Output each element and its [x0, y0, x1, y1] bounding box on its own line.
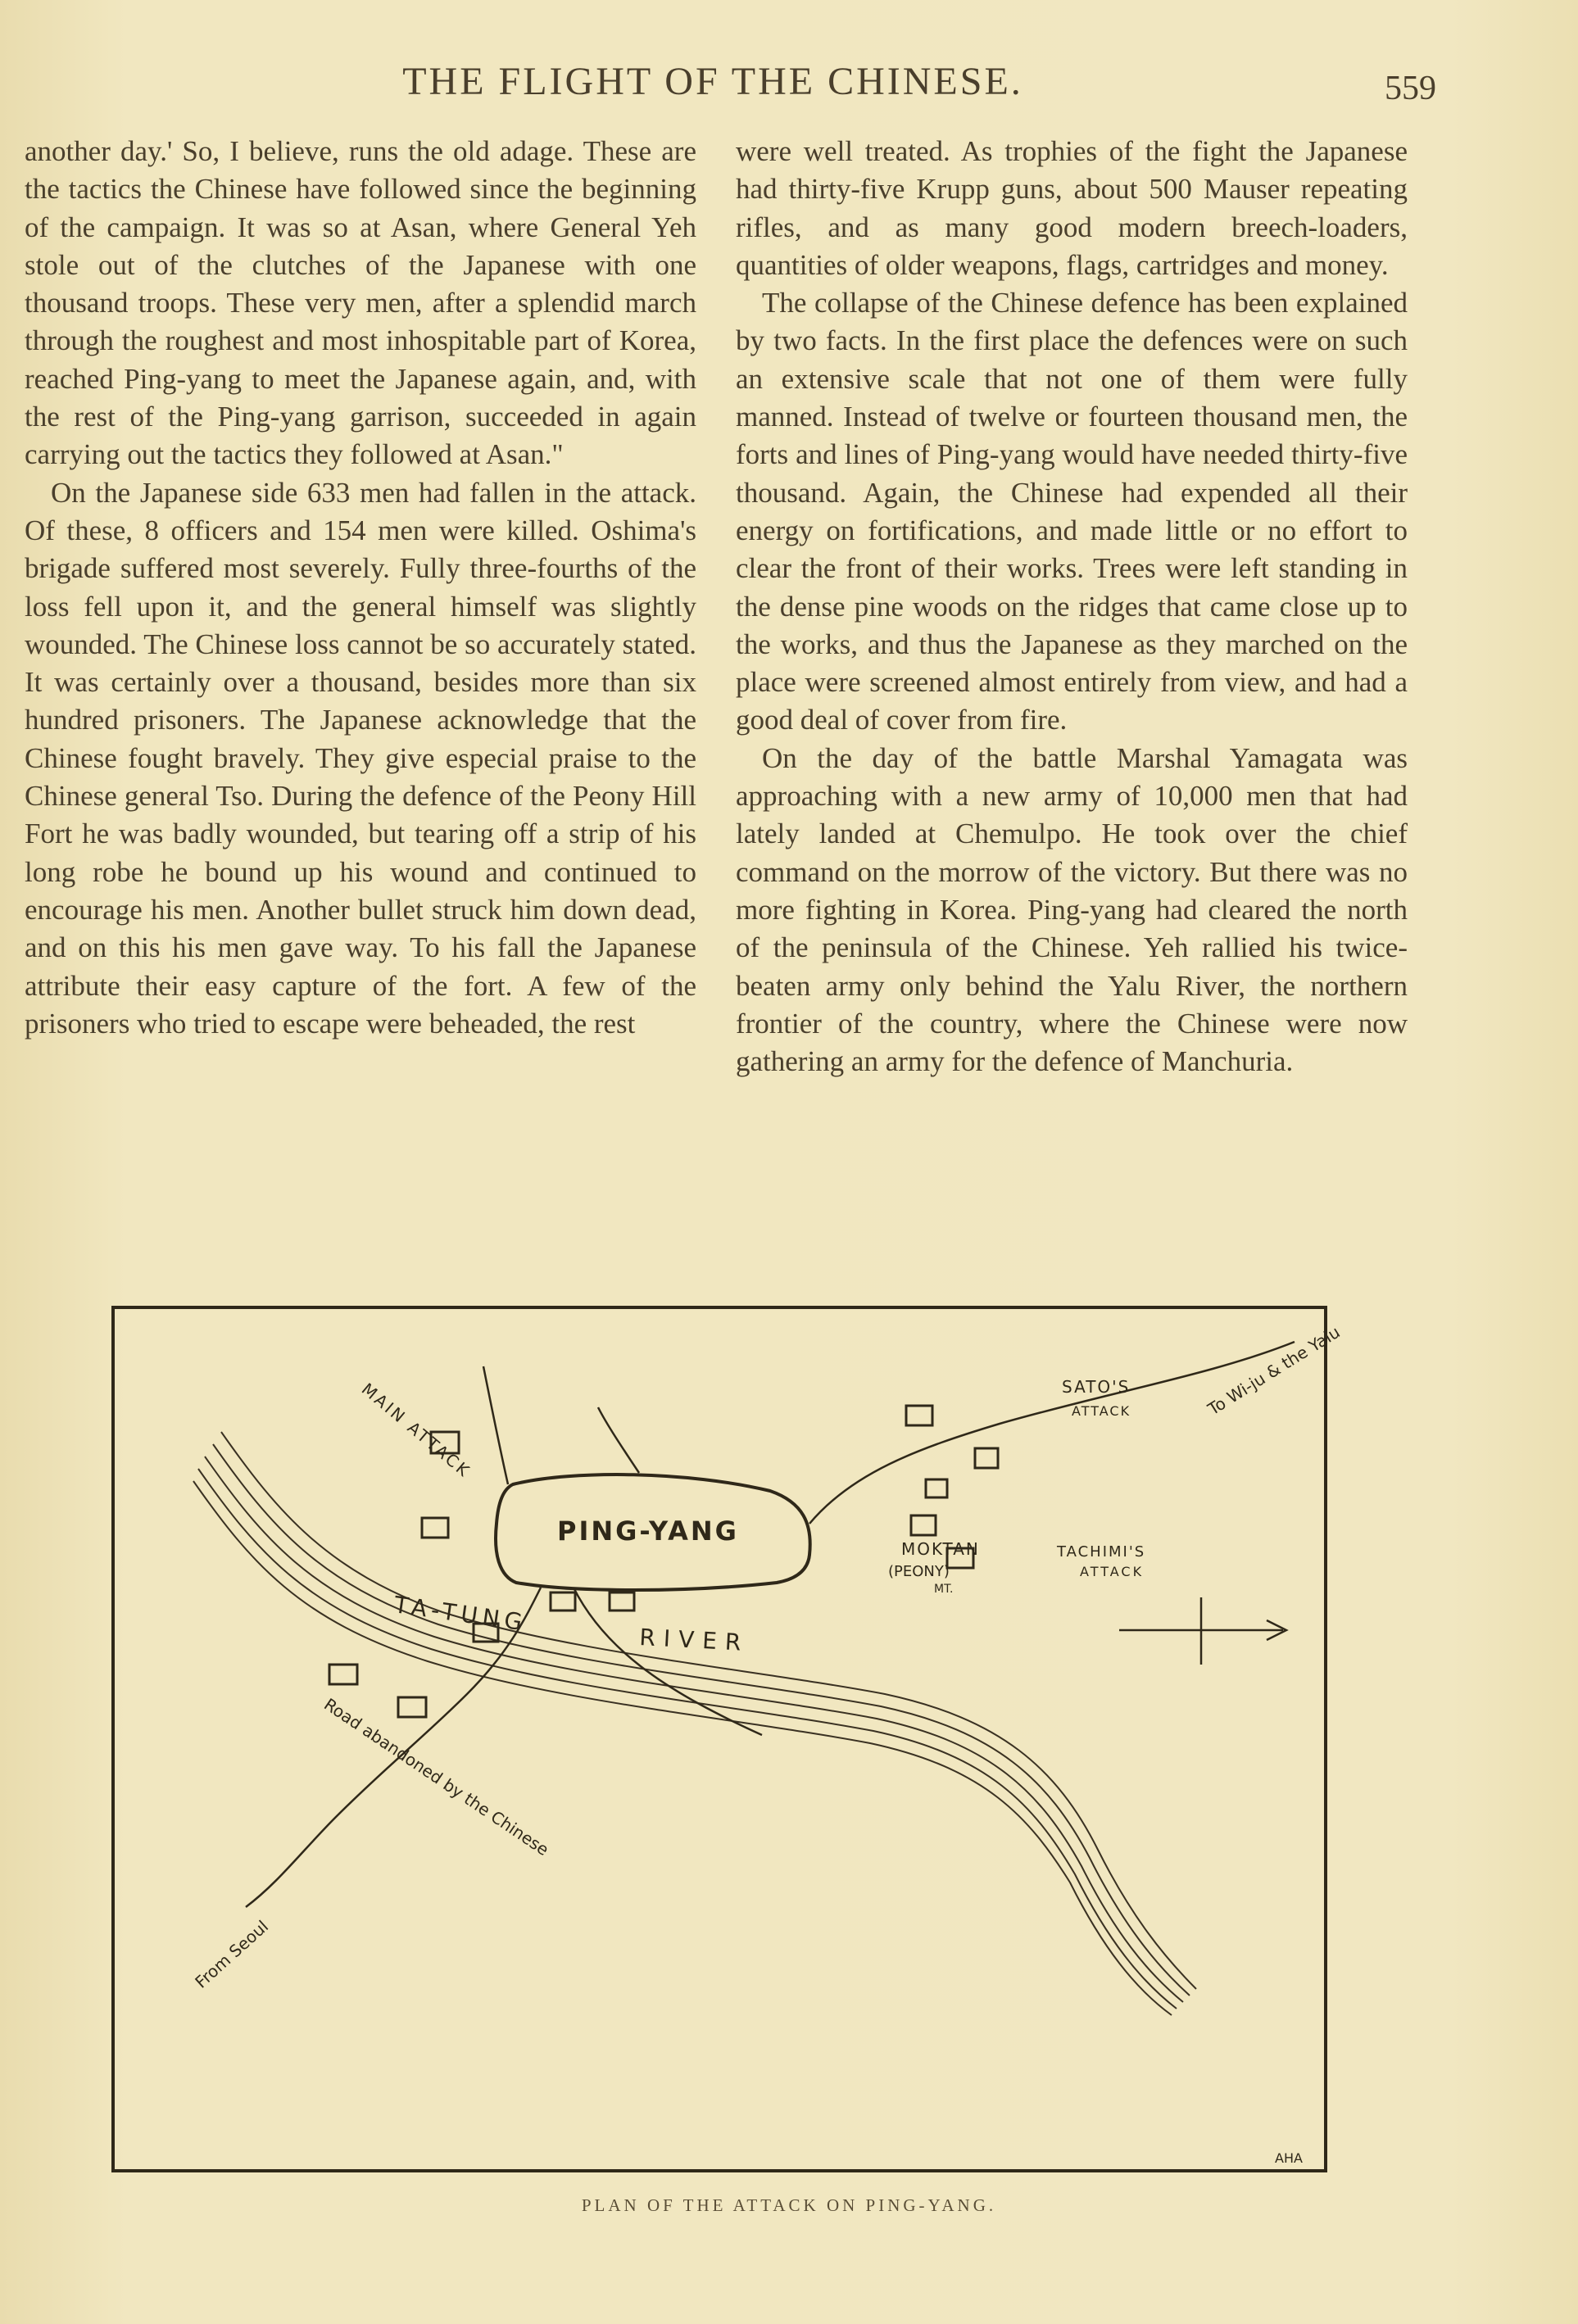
page-header	[0, 59, 1578, 108]
map-label-main-attack: MAIN ATTACK	[357, 1379, 475, 1482]
running-head: THE FLIGHT OF THE CHINESE.	[402, 60, 1023, 103]
battle-map	[111, 1306, 1344, 2172]
map-signature: AHA	[1275, 2150, 1303, 2166]
map-label-moktan: MOKTAN	[901, 1539, 980, 1559]
battle-map-drawing	[115, 1309, 1344, 2169]
direction-arrow	[1119, 1597, 1286, 1665]
map-label-tachimi-attack: ATTACK	[1080, 1564, 1145, 1579]
right-column	[736, 133, 1408, 1080]
map-caption: PLAN OF THE ATTACK ON PING-YANG.	[581, 2195, 997, 2215]
map-label-mt: MT.	[934, 1583, 954, 1596]
map-label-sato-attack: ATTACK	[1072, 1403, 1131, 1419]
page-number: 559	[1385, 70, 1436, 107]
paragraph: The collapse of the Chinese defence has been explained by two facts. In the first place the defences were on such an extensive scale that not one of them were fully manned. Instead of twelve or fourteen thousand men, the forts and lines of Ping-yang would have needed thirty-five thousand. Again, the Chinese had expended all their energy on fortifications, and made little or no effort to clear the front of their works. Trees were left standing in the dense pine woods on the ridges that came close up to the works, and thus the Japanese as they marched on the place were screened almost entirely from view, and had a good deal of cover from fire.	[736, 287, 1408, 736]
map-label-tachimi: TACHIMI'S	[1057, 1543, 1146, 1561]
map-label-road-note: Road abandoned by the Chinese	[320, 1694, 553, 1860]
paragraph: another day.' So, I believe, runs the old adage. These are the tactics the Chinese have followed since the beginning of the campaign. It was so at Asan, where General Yeh stole out of the clutches of the Japanese with one thousand troops. These very men, after a splendid march through the roughest and most inhospitable part of Korea, reached Ping-yang to meet the Japanese again, and, with the rest of the Ping-yang garrison, succeeded in again carrying out the tactics they followed at Asan."	[25, 135, 696, 471]
map-label-river-1: TA-TUNG	[392, 1591, 529, 1637]
map-label-river-2: RIVER	[638, 1624, 750, 1657]
map-label-to-wiju: To Wi-ju & the Yalu	[1204, 1321, 1344, 1420]
left-column	[25, 133, 696, 1043]
paragraph: On the day of the battle Marshal Yamagata was approaching with a new army of 10,000 men that had lately landed at Chemulpo. He took over the chief command on the morrow of the victory. But there was no more fighting in Korea. Ping-yang had cleared the north of the peninsula of the Chinese. Yeh rallied his twice-beaten army only behind the Yalu River, the northern frontier of the country, where the Chinese were now gathering an army for the defence of Manchuria.	[736, 741, 1408, 1078]
paragraph: On the Japanese side 633 men had fallen in the attack. Of these, 8 officers and 154 men were killed. Oshima's brigade suffered most severely. Fully three-fourths of the loss fell upon it, and the general himself was slightly wounded. The Chinese loss cannot be so accurately stated. It was certainly over a thousand, besides more than six hundred prisoners. The Japanese acknowledge that the Chinese fought bravely. They give especial praise to the Chinese general Tso. During the defence of the Peony Hill Fort he was badly wounded, but tearing off a strip of his long robe he bound up his wound and continued to encourage his men. Another bullet struck him down dead, and on this his men gave way. To his fall the Japanese attribute their easy capture of the fort. A few of the prisoners who tried to escape were beheaded, the rest	[25, 476, 696, 1040]
map-label-city: PING-YANG	[557, 1515, 739, 1547]
map-label-sato: SATO'S	[1062, 1377, 1131, 1397]
map-label-from-seoul: From Seoul	[191, 1916, 273, 1992]
map-label-peony: (PEONY)	[888, 1563, 950, 1580]
paragraph: were well treated. As trophies of the fight the Japanese had thirty-five Krupp guns, about 500 Mauser repeating rifles, and as many good modern breech-loaders, quantities of older weapons, flags, cartridges and money.	[736, 135, 1408, 281]
